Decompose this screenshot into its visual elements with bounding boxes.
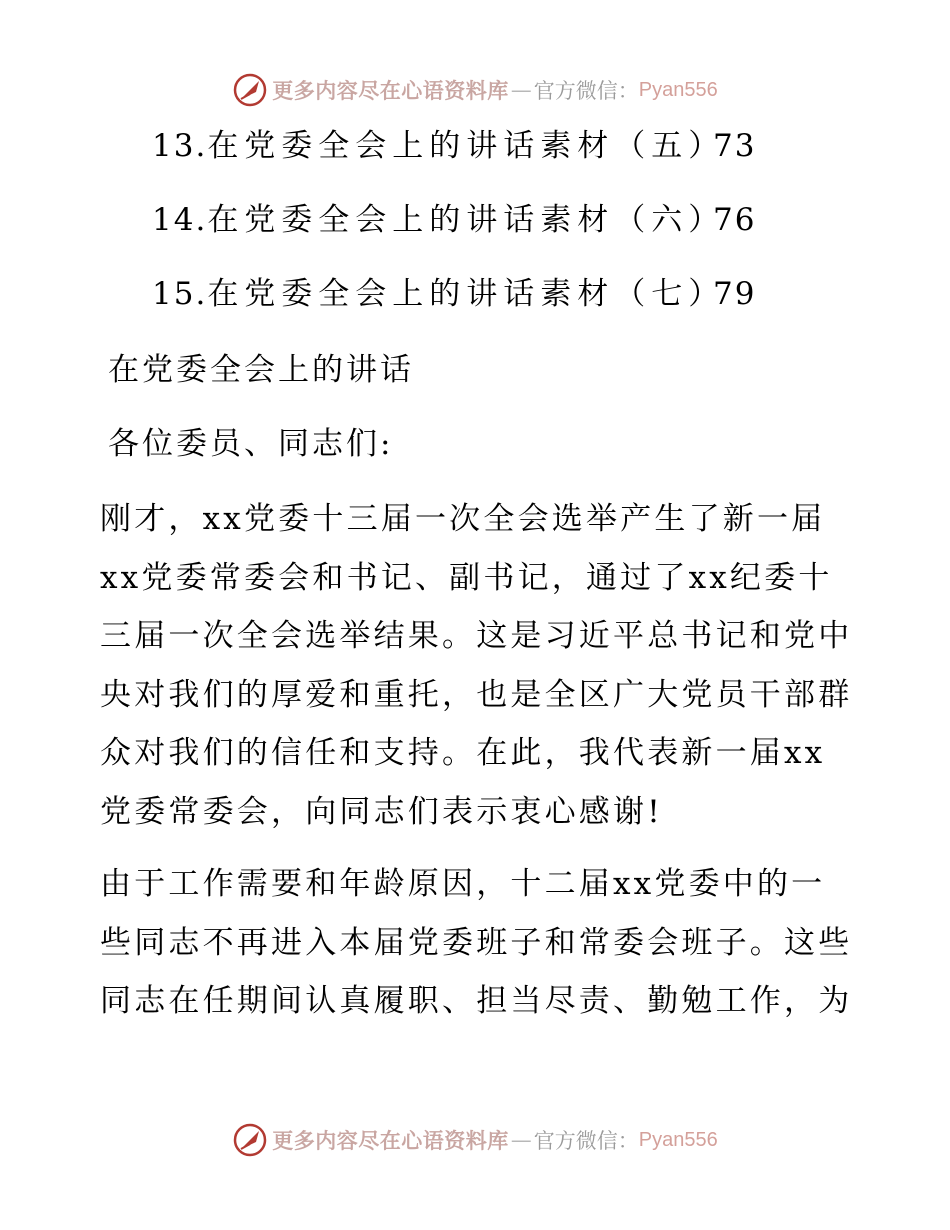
watermark-banner-top [0, 70, 950, 110]
paragraph-2 [100, 855, 860, 1031]
toc-item [152, 200, 725, 240]
paragraph-line: 央对我们的厚爱和重托，也是全区广大党员干部群 [100, 676, 853, 713]
quill-logo-icon [232, 1122, 268, 1158]
quill-logo-icon [232, 72, 268, 108]
paragraph-line: 三届一次全会选举结果。这是习近平总书记和党中 [100, 618, 853, 654]
toc-item-title: 在党委全会上的讲话素材（六） [207, 202, 726, 238]
toc-item-title: 在党委全会上的讲话素材（七） [207, 276, 726, 312]
watermark-dash: — [510, 1128, 532, 1152]
watermark-wechat-id: Pyan556 [638, 78, 718, 101]
salutation: 各位委员、同志们: [108, 426, 394, 462]
watermark-wechat-id: Pyan556 [638, 1128, 718, 1151]
document-title: 在党委全会上的讲话 [108, 352, 414, 388]
toc-item [152, 274, 725, 314]
paragraph-1 [100, 490, 860, 841]
paragraph-line: 党委常委会，向同志们表示衷心感谢! [100, 793, 663, 830]
paragraph-line: 由于工作需要和年龄原因，十二届xx党委中的一 [100, 866, 826, 902]
watermark-dash: — [510, 78, 532, 102]
toc-item [152, 126, 725, 166]
watermark-official-label: 官方微信： [533, 79, 639, 103]
watermark-banner-bottom [0, 1120, 950, 1160]
watermark-official-label: 官方微信： [533, 1129, 639, 1153]
toc-item-page: 76 [713, 202, 757, 238]
toc-item-number: 15. [152, 276, 208, 312]
toc-item-title: 在党委全会上的讲话素材（五） [207, 128, 726, 164]
toc-item-number: 13. [152, 128, 208, 164]
toc-item-page: 79 [713, 276, 757, 312]
watermark-text: 更多内容尽在心语资料库 [272, 1129, 509, 1153]
paragraph-line: xx党委常委会和书记、副书记，通过了xx纪委十 [100, 559, 833, 596]
paragraph-line: 众对我们的信任和支持。在此，我代表新一届xx [100, 735, 826, 771]
toc-item-page: 73 [713, 128, 757, 164]
paragraph-line: 刚才，xx党委十三届一次全会选举产生了新一届 [100, 501, 826, 537]
watermark-text: 更多内容尽在心语资料库 [272, 79, 509, 103]
paragraph-line: 同志在任期间认真履职、担当尽责、勤勉工作，为 [100, 983, 853, 1019]
paragraph-line: 些同志不再进入本届党委班子和常委会班子。这些 [100, 924, 853, 961]
toc-item-number: 14. [152, 202, 208, 238]
